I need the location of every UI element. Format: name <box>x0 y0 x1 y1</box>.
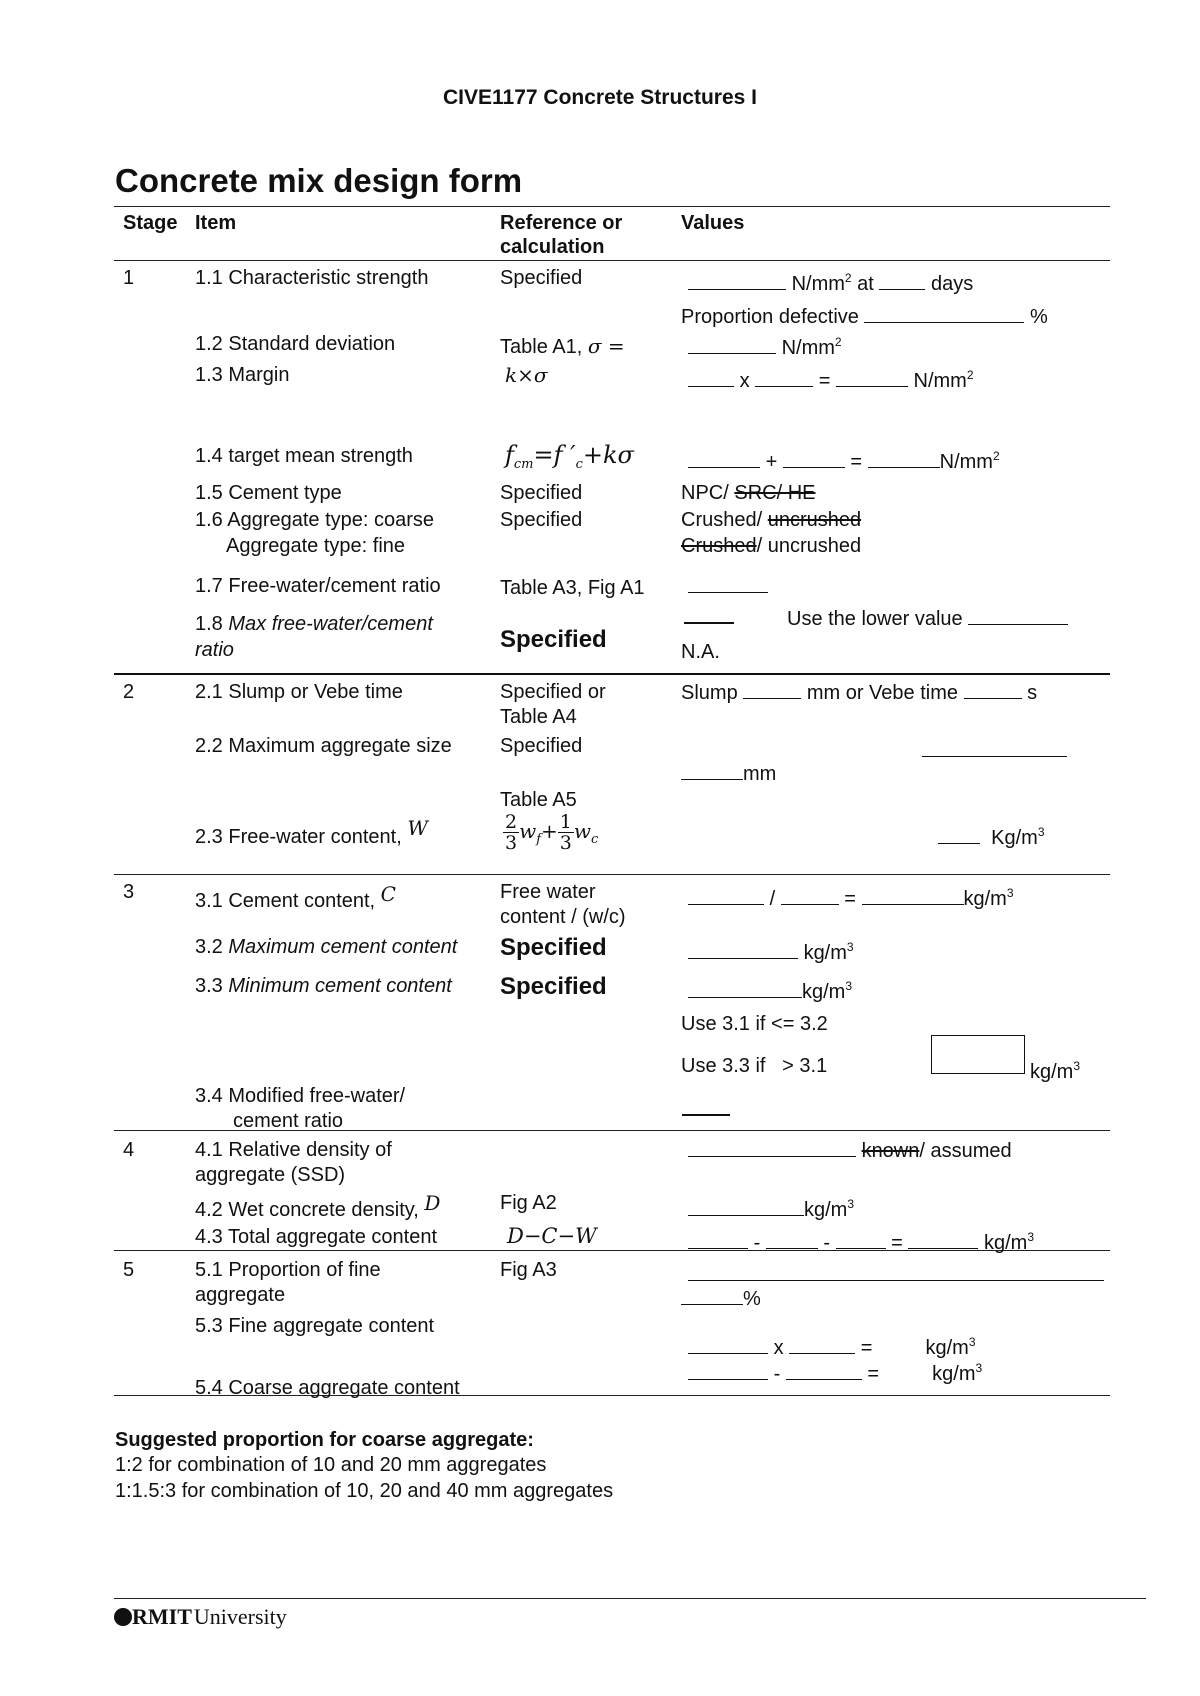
input-blank[interactable] <box>879 271 925 290</box>
item-label: 3.4 Modified free-water/ <box>195 1085 406 1107</box>
reference-formula: $f_{cm}=f$ $'_c+k\sigma$ <box>505 441 634 472</box>
input-blank[interactable] <box>688 1280 1104 1281</box>
input-blank[interactable] <box>688 574 768 593</box>
value-cement-content: / = $kg/m^3$ <box>688 881 1014 911</box>
input-blank[interactable] <box>682 1114 730 1116</box>
value-min-cement-content: $kg/m^3$ <box>688 974 852 1004</box>
reference-text: Specified or <box>500 681 606 703</box>
rmit-dot-icon <box>114 1608 132 1626</box>
box-unit: $kg/m^3$ <box>1030 1059 1081 1083</box>
input-blank[interactable] <box>783 449 845 468</box>
reference-text: Table A1, σ = <box>500 334 625 358</box>
input-blank[interactable] <box>968 606 1068 625</box>
reference-text: Specified <box>500 735 583 757</box>
document-header: CIVE1177 Concrete Structures I <box>443 86 757 109</box>
input-blank[interactable] <box>781 886 839 905</box>
value-coarse-aggregate-content: - = $kg/m^3$ <box>688 1356 982 1386</box>
item-label: 3.2 Maximum cement content <box>195 936 458 958</box>
input-blank[interactable] <box>766 1230 818 1249</box>
value-cement-type: NPC/ SRC/ HE <box>681 482 816 504</box>
reference-text: content / (w/c) <box>500 906 626 928</box>
input-blank[interactable] <box>755 368 813 387</box>
item-label: 4.2 Wet concrete density, D <box>195 1191 441 1221</box>
input-blank[interactable] <box>964 680 1022 699</box>
reference-specified: Specified <box>500 626 607 653</box>
input-blank[interactable] <box>688 886 764 905</box>
input-blank[interactable] <box>681 1286 743 1305</box>
reference-text: Specified <box>500 509 583 531</box>
stage-number: 3 <box>123 881 135 903</box>
column-header-values: Values <box>681 212 745 234</box>
reference-formula: $\frac{2}{3}$ $w_f+$ $\frac{1}{3}$ $w_c$ <box>505 811 599 854</box>
item-label: 5.3 Fine aggregate content <box>195 1315 435 1337</box>
page-title: Concrete mix design form <box>115 162 523 199</box>
input-blank[interactable] <box>864 304 1024 323</box>
reference-specified: Specified <box>500 973 607 1000</box>
input-blank[interactable] <box>688 368 734 387</box>
item-label: 1.2 Standard deviation <box>195 333 396 355</box>
input-blank[interactable] <box>868 449 940 468</box>
item-label: 2.3 Free-water content, W <box>195 816 428 848</box>
value-free-water-content: $Kg/m^3$ <box>938 820 1045 850</box>
item-label: 2.1 Slump or Vebe time <box>195 681 403 703</box>
item-label: 1.4 target mean strength <box>195 445 413 467</box>
reference-specified: Specified <box>500 934 607 961</box>
value-free-water-cement-ratio <box>688 574 768 599</box>
column-header-item: Item <box>195 212 237 234</box>
item-label: 5.1 Proportion of fine <box>195 1259 381 1281</box>
column-header-reference: Reference or calculation <box>500 212 623 258</box>
item-label: Aggregate type: fine <box>226 535 406 557</box>
input-blank[interactable] <box>908 1230 978 1249</box>
input-blank[interactable] <box>688 1230 748 1249</box>
value-coarse-aggregate: Crushed/ uncrushed <box>681 509 862 531</box>
item-label: 1.7 Free-water/cement ratio <box>195 575 441 597</box>
input-blank[interactable] <box>681 761 743 780</box>
reference-text: Table A3, Fig A1 <box>500 577 645 599</box>
stage-divider-3 <box>114 874 1110 875</box>
item-label: ratio <box>195 639 234 661</box>
input-blank[interactable] <box>684 622 734 624</box>
stage-number: 5 <box>123 1259 135 1281</box>
item-label: 4.3 Total aggregate content <box>195 1226 438 1248</box>
item-label: 1.6 Aggregate type: coarse <box>195 509 435 531</box>
input-blank[interactable] <box>688 979 802 998</box>
value-wet-density: $kg/m^3$ <box>688 1192 854 1222</box>
value-fine-proportion: % <box>681 1286 761 1311</box>
item-label: 3.3 Minimum cement content <box>195 975 452 997</box>
input-blank[interactable] <box>688 1335 768 1354</box>
value-not-applicable: N.A. <box>681 641 720 663</box>
rmit-logo: RMITUniversity <box>114 1604 287 1632</box>
item-label: 3.1 Cement content, C <box>195 882 396 912</box>
stage-number: 4 <box>123 1139 135 1161</box>
input-blank[interactable] <box>688 940 798 959</box>
stage-number: 2 <box>123 681 135 703</box>
value-relative-density: known/ assumed <box>688 1138 1012 1163</box>
reference-text: Fig A2 <box>500 1192 557 1214</box>
value-target-mean-strength: + = $N/mm^2$ <box>688 444 1000 474</box>
value-fine-aggregate: Crushed/ uncrushed <box>681 535 862 557</box>
input-blank[interactable] <box>743 680 801 699</box>
input-blank[interactable] <box>688 449 760 468</box>
item-label: 1.1 Characteristic strength <box>195 267 429 289</box>
input-blank[interactable] <box>786 1361 862 1380</box>
item-label: 1.8 Max free-water/cement <box>195 613 433 635</box>
input-blank[interactable] <box>922 756 1067 757</box>
item-label: 2.2 Maximum aggregate size <box>195 735 452 757</box>
reference-text: Table A5 <box>500 789 577 811</box>
rule-use-3-3: Use 3.3 if > 3.1 <box>681 1055 828 1077</box>
value-total-aggregate: - - = $kg/m^3$ <box>688 1225 1034 1255</box>
footer-rule <box>114 1598 1146 1599</box>
input-blank[interactable] <box>688 335 776 354</box>
value-standard-deviation: $N/mm^2$ <box>688 330 842 360</box>
item-label: 4.1 Relative density of <box>195 1139 392 1161</box>
value-characteristic-strength: $N/mm^2$ at days <box>688 266 973 296</box>
column-header-stage: Stage <box>123 212 178 234</box>
notes-line: 1:2 for combination of 10 and 20 mm aggregates <box>115 1454 547 1476</box>
item-label: cement ratio <box>233 1110 344 1132</box>
input-blank[interactable] <box>688 1361 768 1380</box>
input-blank[interactable] <box>836 368 908 387</box>
stage-number: 1 <box>123 267 135 289</box>
item-label: 1.5 Cement type <box>195 482 342 504</box>
cement-content-result-box[interactable] <box>931 1035 1025 1074</box>
notes-heading: Suggested proportion for coarse aggregate: <box>115 1429 534 1451</box>
input-blank[interactable] <box>862 886 964 905</box>
value-max-cement-content: $kg/m^3$ <box>688 935 854 965</box>
stage-divider-2 <box>114 673 1110 675</box>
reference-text: Specified <box>500 482 583 504</box>
input-blank[interactable] <box>688 1138 856 1157</box>
input-blank[interactable] <box>836 1230 886 1249</box>
value-slump: Slump mm or Vebe time s <box>681 682 1038 704</box>
input-blank[interactable] <box>789 1335 855 1354</box>
reference-text: Fig A3 <box>500 1259 557 1281</box>
header-rule <box>114 260 1110 261</box>
reference-formula: D−C−W <box>507 1224 597 1248</box>
item-label: aggregate <box>195 1284 286 1306</box>
item-label: 1.3 Margin <box>195 364 290 386</box>
item-label: aggregate (SSD) <box>195 1164 346 1186</box>
input-blank[interactable] <box>938 825 980 844</box>
value-fine-aggregate-content: $x = kg/m^3$ <box>688 1330 976 1360</box>
value-proportion-defective: Proportion defective % <box>681 306 1048 328</box>
reference-text: Free water <box>500 881 596 903</box>
value-max-aggregate-size: mm <box>681 761 776 786</box>
reference-formula: k×σ <box>505 363 548 387</box>
value-margin: $x = N/mm^2$ <box>688 363 974 393</box>
input-blank[interactable] <box>688 271 786 290</box>
table-top-rule <box>114 206 1110 207</box>
reference-text: Table A4 <box>500 706 577 728</box>
rule-use-3-1: Use 3.1 if <= 3.2 <box>681 1013 828 1035</box>
reference-text: Specified <box>500 267 583 289</box>
input-blank[interactable] <box>688 1197 804 1216</box>
item-label: 5.4 Coarse aggregate content <box>195 1377 460 1399</box>
value-lower-value: Use the lower value <box>787 606 1068 631</box>
notes-line: 1:1.5:3 for combination of 10, 20 and 40 mm aggregates <box>115 1480 614 1502</box>
